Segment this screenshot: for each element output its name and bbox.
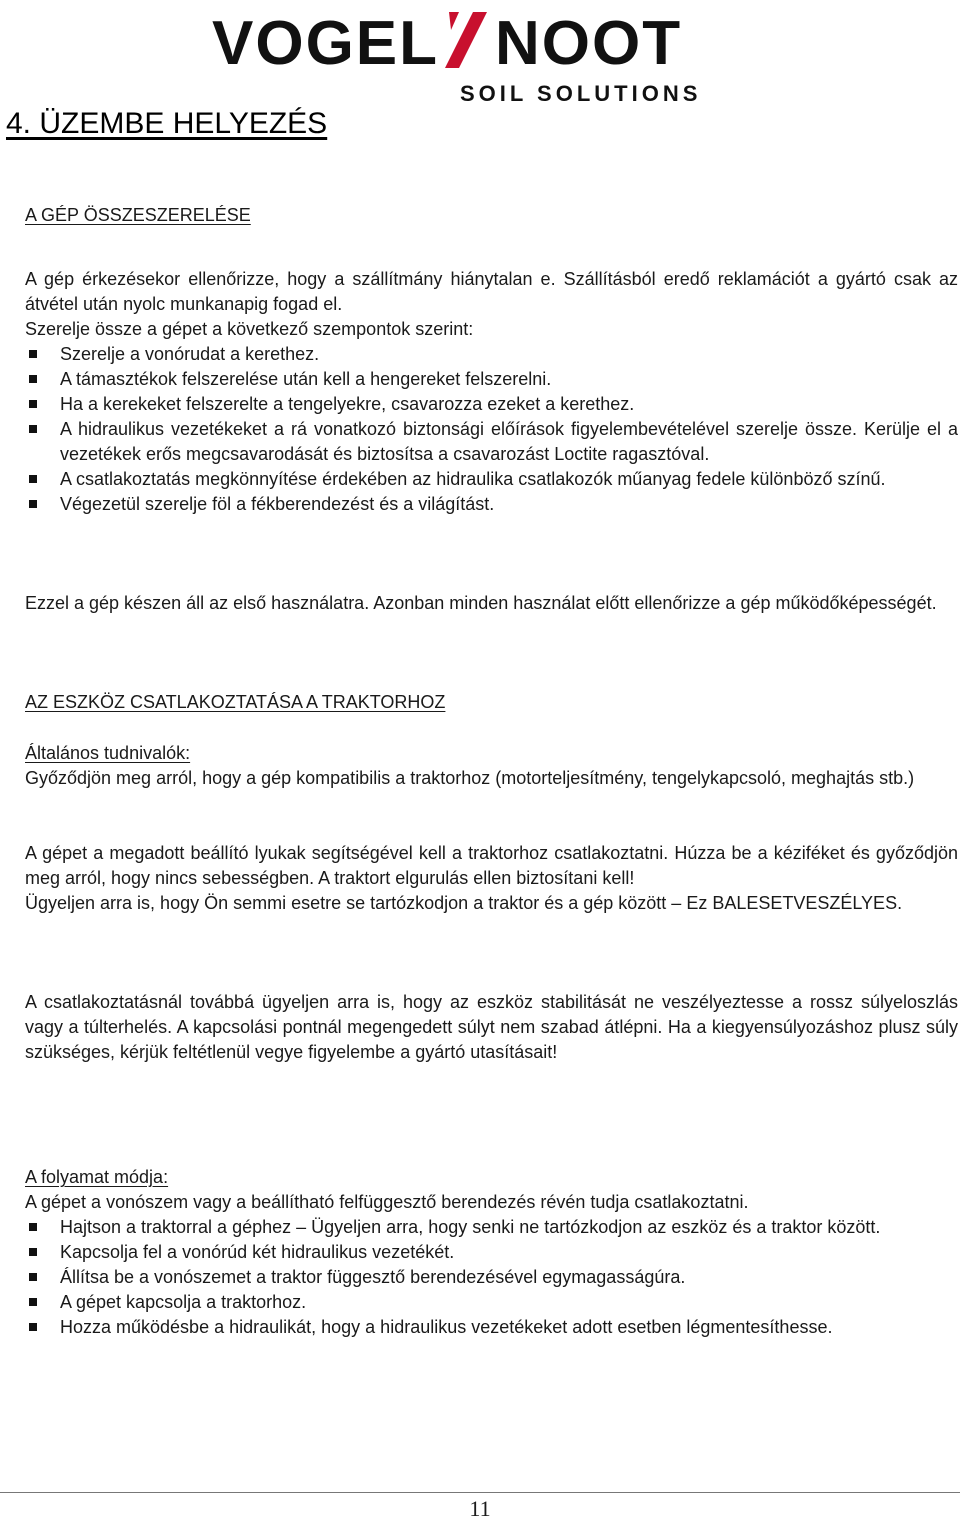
logo-wordmark: [212, 10, 757, 78]
connection-general: [25, 741, 958, 791]
logo-tagline: SOIL SOLUTIONS: [460, 81, 702, 106]
list-item: A hidraulikus vezetékeket a rá vonatkozó biztonsági előírások figyelembevételével szerelje össze. Kerülje el a vezetékek erős megcsavarodását és biztosítsa a csavarozást Loctite ragasztóval.: [25, 417, 958, 467]
company-logo: [212, 8, 757, 108]
list-item: Állítsa be a vonószemet a traktor függesztő berendezésével egymagasságúra.: [25, 1265, 958, 1290]
general-info-heading: Általános tudnivalók:: [25, 743, 191, 763]
square-bullet-icon: [29, 1273, 37, 1281]
compatibility-paragraph: Győződjön meg arról, hogy a gép kompatibilis a traktorhoz (motorteljesítmény, tengelykapcsoló, meghajtás stb.): [25, 768, 915, 788]
procedure-steps-list: [25, 1215, 958, 1340]
list-item: Ha a kerekeket felszerelte a tengelyekre, csavarozza ezeket a kerethez.: [25, 392, 958, 417]
square-bullet-icon: [29, 375, 37, 383]
assembly-closing: Ezzel a gép készen áll az első használatra. Azonban minden használat előtt ellenőrizze a gép működőképességét.: [25, 593, 937, 613]
assembly-intro: A gép érkezésekor ellenőrizze, hogy a szállítmány hiánytalan e. Szállításból eredő reklamációt a gyártó csak az átvétel után nyolc munkanapig fogad el.: [25, 269, 958, 314]
stability-paragraph: A csatlakoztatásnál továbbá ügyeljen arra is, hogy az eszköz stabilitását ne veszélyeztesse a rossz súlyeloszlás vagy a túlterhelés. A kapcsolási pontnál megengedett súlyt nem szabad átlépni. Ha a kiegyensúlyozáshoz plusz súly szükséges, kérjük feltétlenül vegye figyelembe a gyártó utasításait!: [25, 992, 958, 1062]
footer-divider: [0, 1492, 960, 1494]
page-number: 11: [469, 1496, 491, 1521]
logo-word-vogel: VOGEL: [212, 9, 440, 78]
list-item: Végezetül szerelje föl a fékberendezést és a világítást.: [25, 492, 958, 517]
square-bullet-icon: [29, 400, 37, 408]
square-bullet-icon: [29, 1323, 37, 1331]
procedure-heading: A folyamat módja:: [25, 1167, 169, 1187]
procedure-intro: A gépet a vonószem vagy a beállítható felfüggesztő berendezés révén tudja csatlakoztatni.: [25, 1192, 749, 1212]
square-bullet-icon: [29, 500, 37, 508]
section-heading-assembly: A GÉP ÖSSZESZERELÉSE: [25, 205, 251, 225]
list-item: A gépet kapcsolja a traktorhoz.: [25, 1290, 958, 1315]
logo-red-slash-icon: [443, 10, 489, 70]
list-item: A csatlakoztatás megkönnyítése érdekében az hidraulika csatlakozók műanyag fedele különböző színű.: [25, 467, 958, 492]
assembly-section: [25, 267, 958, 517]
list-item: Kapcsolja fel a vonórúd két hidraulikus vezetékét.: [25, 1240, 958, 1265]
square-bullet-icon: [29, 1248, 37, 1256]
list-item: Hajtson a traktorral a géphez – Ügyeljen arra, hogy senki ne tartózkodjon az eszköz és a traktor között.: [25, 1215, 958, 1240]
list-item: Hozza működésbe a hidraulikát, hogy a hidraulikus vezetékeket adott esetben légmentesíthesse.: [25, 1315, 958, 1340]
assembly-steps-list: [25, 342, 958, 517]
square-bullet-icon: [29, 475, 37, 483]
section-heading-connection: AZ ESZKÖZ CSATLAKOZTATÁSA A TRAKTORHOZ: [25, 692, 446, 712]
hitching-paragraph: A gépet a megadott beállító lyukak segítségével kell a traktorhoz csatlakoztatni. Húzza be a kéziféket és győződjön meg arról, hogy nincs sebességben. A traktort elgurulás ellen biztosítani kell!: [25, 843, 958, 888]
square-bullet-icon: [29, 1298, 37, 1306]
list-item: A támasztékok felszerelése után kell a hengereket felszerelni.: [25, 367, 958, 392]
assembly-lead: Szerelje össze a gépet a következő szempontok szerint:: [25, 319, 474, 339]
square-bullet-icon: [29, 1223, 37, 1231]
procedure-section: [25, 1165, 958, 1340]
danger-paragraph: Ügyeljen arra is, hogy Ön semmi esetre se tartózkodjon a traktor és a gép között – Ez BALESETVESZÉLYES.: [25, 893, 903, 913]
list-item: Szerelje a vonórudat a kerethez.: [25, 342, 958, 367]
logo-word-noot: NOOT: [495, 9, 683, 78]
chapter-title: 4. ÜZEMBE HELYEZÉS: [6, 107, 328, 140]
square-bullet-icon: [29, 350, 37, 358]
connection-instructions: [25, 841, 958, 916]
square-bullet-icon: [29, 425, 37, 433]
